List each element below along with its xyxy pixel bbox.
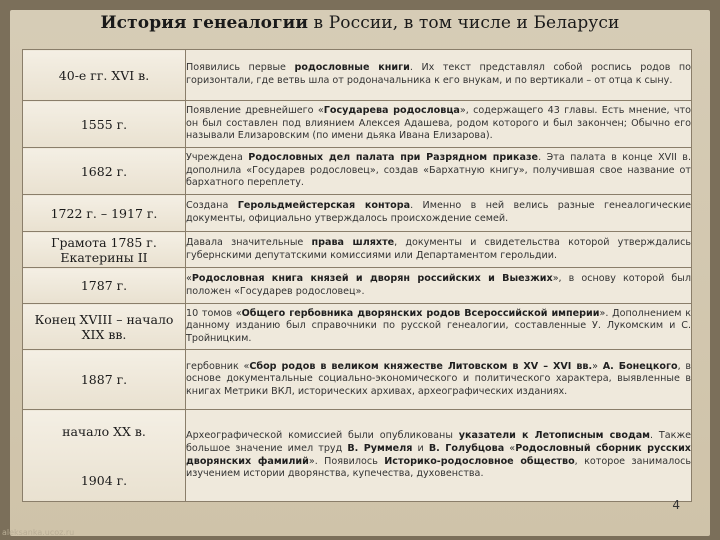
year-cell: 1682 г. [23, 148, 186, 195]
description-text: 10 томов « [186, 307, 242, 319]
description-text: », содержащего 43 главы. Есть мнение, что он был составлен под влиянием Алексея Адашева, родом которого и был закончен; Обычно его называли Елизаровским (по имени дьяка Ивана Елизарова). [186, 105, 691, 142]
emphasis-text: А. Бонецкого [602, 360, 678, 372]
description-text: Создана [186, 200, 238, 212]
description-text: », в основу которой был положен «Государев родословец». [186, 272, 691, 297]
year-cell: 1722 г. – 1917 г. [23, 195, 186, 232]
description-text: ». Появилось [308, 455, 385, 467]
emphasis-text: Родословная книга князей и дворян российских и Выезжих [191, 272, 553, 284]
description-cell [186, 195, 692, 232]
emphasis-text: Родословный сборник русских дворянских фамилий [186, 442, 691, 467]
year-cell: 1787 г. [23, 268, 186, 304]
table-row [23, 232, 692, 268]
table-row [23, 50, 692, 101]
description-cell [186, 304, 692, 350]
description-cell [186, 50, 692, 101]
description-cell [186, 148, 692, 195]
emphasis-text: указатели к Летописным сводам [458, 430, 651, 442]
year-cell: Конец XVIII – начало XIX вв. [23, 304, 186, 350]
emphasis-text: родословные книги [294, 62, 410, 74]
description-text: , которое занималось изучением истории дворянства, купечества, духовенства. [186, 455, 692, 480]
watermark: aleksanka.ucoz.ru [2, 528, 75, 537]
year-cell: 1555 г. [23, 101, 186, 148]
description-cell [186, 232, 692, 268]
table-row [23, 350, 692, 410]
year-cell: Грамота 1785 г. Екатерины II [23, 232, 186, 268]
history-table [22, 49, 692, 502]
description-text: Появление древнейшего « [186, 105, 324, 117]
description-text: « [186, 272, 192, 284]
description-text: . Эта палата в конце XVII в. дополнила «Государев родословец», создав «Бархатную книгу», получившая свое название от бархатного переплету. [186, 152, 692, 189]
table-row [23, 148, 692, 195]
year-label-2: 1904 г. [80, 472, 128, 488]
description-text: » [592, 360, 603, 372]
emphasis-text: Общего гербовника дворянских родов Всероссийской империи [241, 307, 600, 319]
page-number: 4 [672, 498, 680, 512]
description-text: , документы и свидетельства которой утверждались губернскими депутатскими комиссиями или Департаментом герольдии. [186, 236, 691, 261]
emphasis-text: Родословных дел палата при Разрядном приказе [248, 152, 539, 164]
description-cell [186, 350, 692, 410]
year-cell: 1887 г. [23, 350, 186, 410]
year-cell: 40-е гг. XVI в. [23, 50, 186, 101]
description-text: гербовник « [186, 360, 250, 372]
emphasis-text: В. Голубцова [428, 442, 505, 454]
emphasis-text: права шляхте [311, 236, 395, 248]
emphasis-text: Государева родословца [323, 105, 460, 117]
year-label: начало XX в. [62, 423, 146, 439]
table-row [23, 410, 692, 502]
emphasis-text: Сбор родов в великом княжестве Литовском в XV – XVI вв. [249, 360, 593, 372]
title-bold: История генеалогии [100, 13, 309, 33]
description-text: Появились первые [186, 62, 295, 74]
description-cell [186, 268, 692, 304]
description-text: Давала значительные [186, 236, 312, 248]
description-cell [186, 410, 692, 502]
table-row [23, 195, 692, 232]
table-row [23, 268, 692, 304]
description-text: ». Дополнением к данному изданию был справочники по русской генеалогии, составленные У. Лукомским и С. Тройницким. [186, 307, 692, 344]
description-text: и [412, 442, 429, 454]
emphasis-text: В. Руммеля [347, 442, 413, 454]
description-text: « [504, 442, 516, 454]
description-text: . Их текст представлял собой роспись родов по горизонтали, где ветвь шла от родоначальника к его внукам, и по вертикали – от отца к сыну. [186, 62, 692, 86]
emphasis-text: Историко-родословное общество [384, 455, 575, 467]
table-row [23, 304, 692, 350]
description-text: . Также большое значение имел труд [186, 430, 692, 454]
slide-title [0, 13, 720, 33]
year-cell [23, 410, 186, 502]
description-text: Учреждена [186, 152, 249, 164]
description-cell [186, 101, 692, 148]
description-text: . Именно в ней велись разные генеалогические документы, официально утверждалось происхождение семей. [186, 200, 691, 224]
emphasis-text: Герольдмейстерская контора [237, 200, 411, 212]
description-text: , в основе документальные социально-экономического и политического характера, выявленные в книгах Метрики ВКЛ, исторических архивах, археографических изданиях. [186, 360, 692, 397]
table-row [23, 101, 692, 148]
title-rest: в России, в том числе и Беларуси [308, 13, 620, 33]
description-text: Археографической комиссией были опубликованы [186, 430, 459, 442]
